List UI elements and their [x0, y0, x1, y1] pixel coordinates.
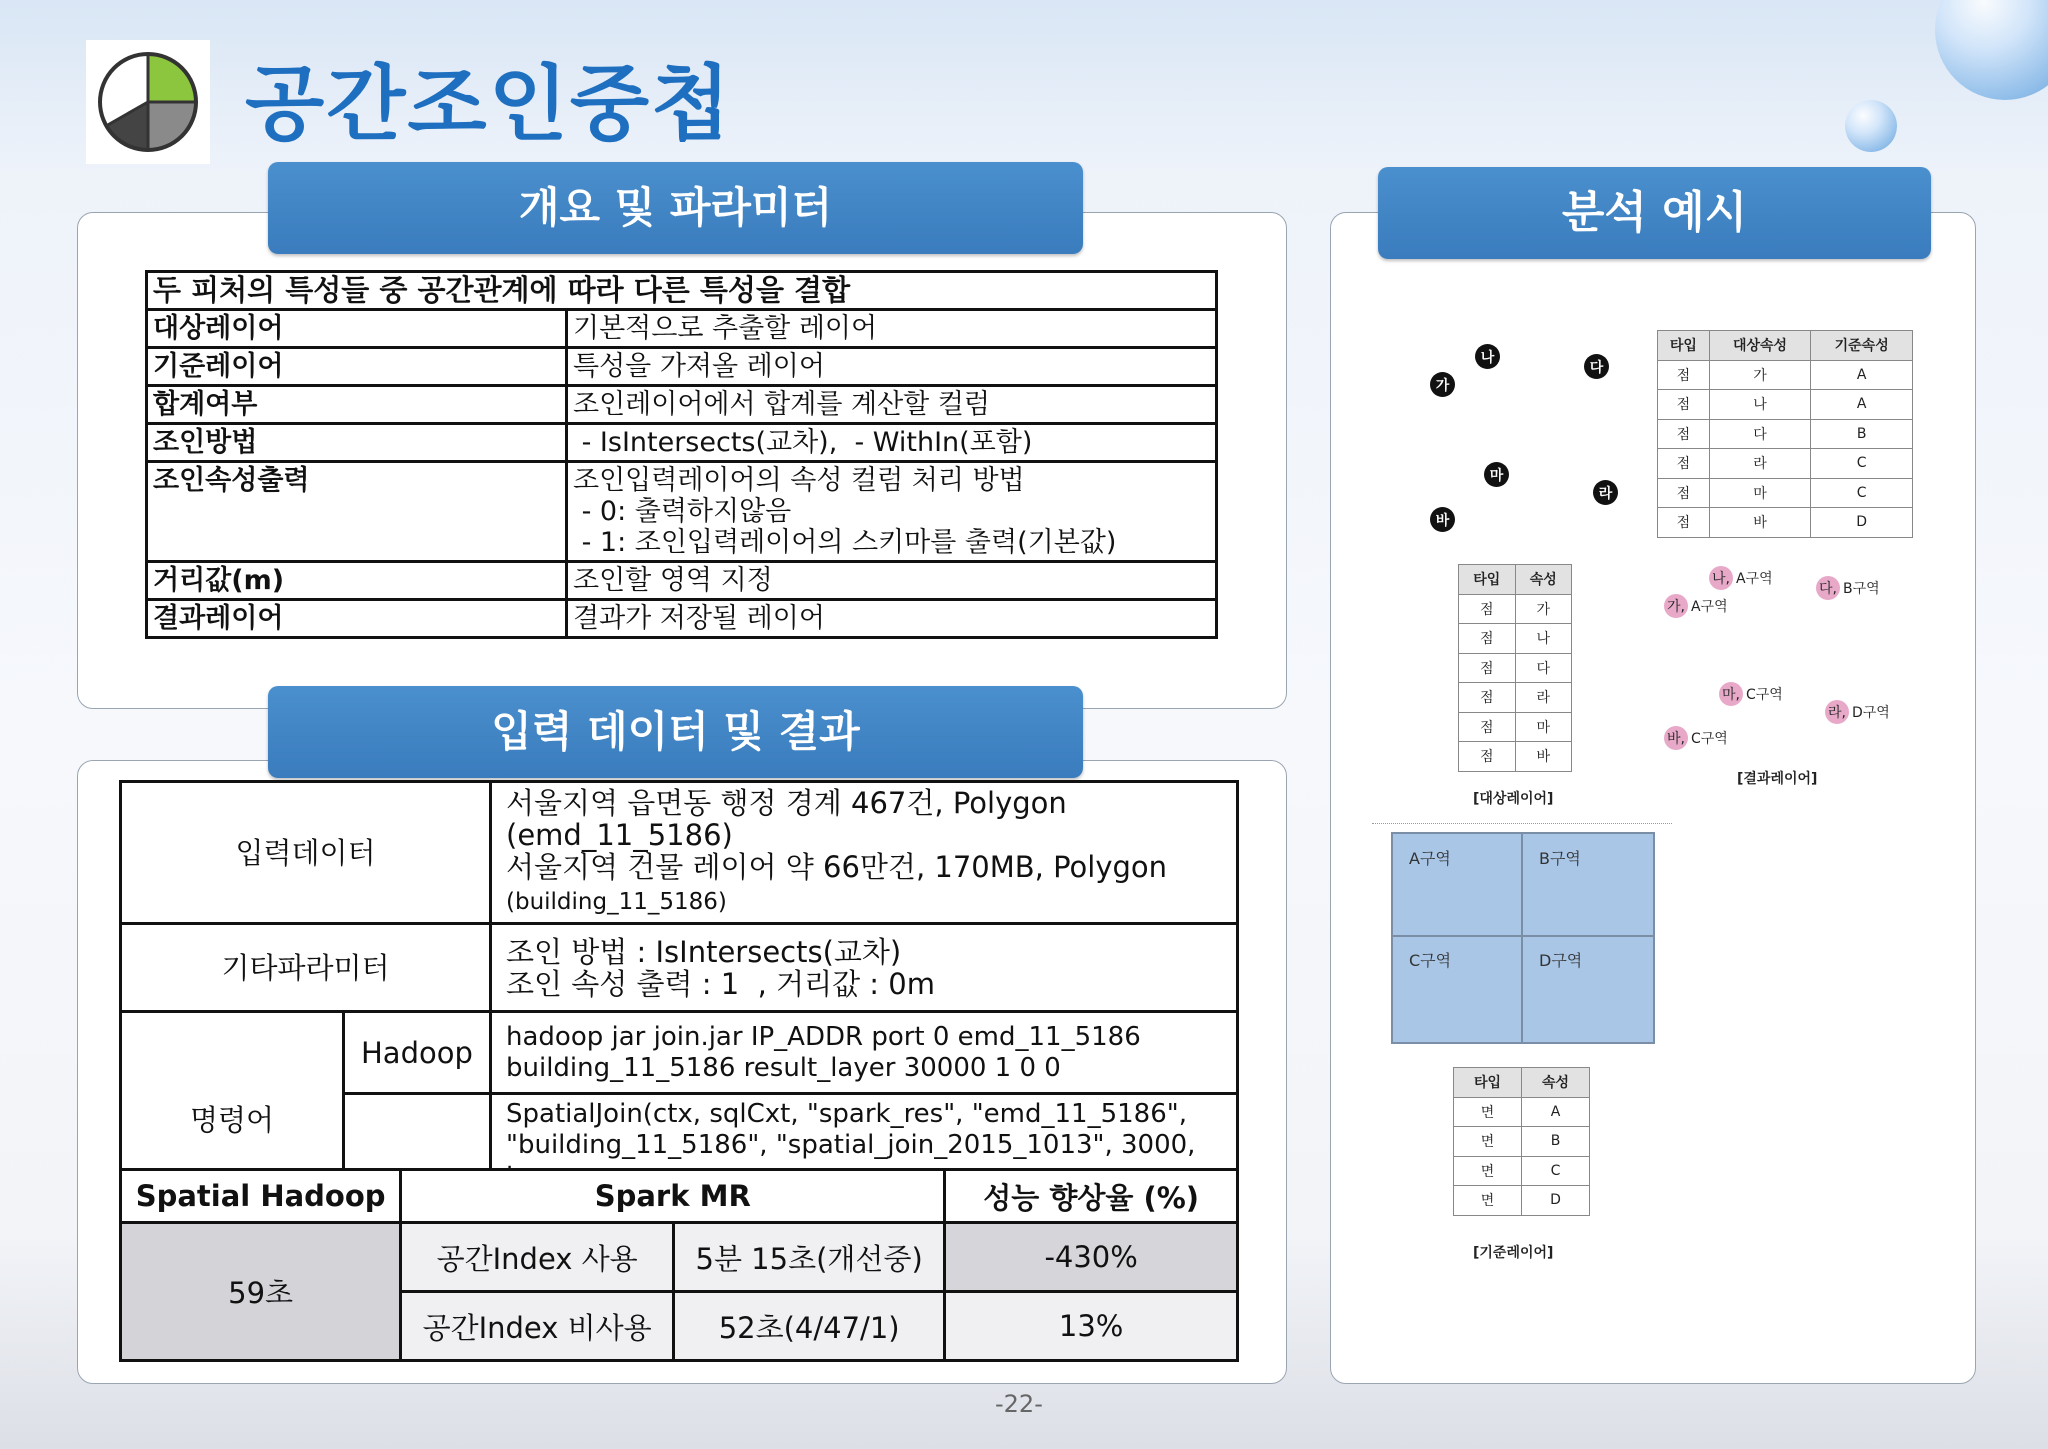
input-line-main: 서울지역 건물 레이어 약 66만건, 170MB, Polygon [506, 850, 1168, 884]
point-marker: 바 [1430, 507, 1455, 532]
cell: 가 [1515, 594, 1572, 624]
cell: 마 [1709, 478, 1811, 508]
param-value [491, 924, 1238, 1012]
point-marker: 가 [1430, 372, 1455, 397]
result-label [1825, 700, 1890, 724]
table-row [147, 386, 1217, 424]
cell: 다 [1709, 419, 1811, 449]
result-label [1709, 566, 1773, 590]
param-value: 조인할 영역 지정 [567, 562, 1217, 600]
table-row [1454, 1156, 1590, 1186]
hadoop-time: 59초 [121, 1223, 401, 1361]
table-row [121, 1012, 1238, 1094]
result-label [1664, 726, 1728, 750]
input-line [506, 851, 1222, 918]
param-value-line: - 0: 출력하지않음 [573, 496, 792, 527]
column-header: Spark MR [401, 1170, 945, 1223]
target-layer-caption: [대상레이어] [1473, 791, 1554, 807]
cell: 나 [1515, 624, 1572, 654]
param-value-line: 조인입력레이어의 속성 컬럼 처리 방법 [573, 465, 1025, 496]
cell: 나 [1709, 390, 1811, 420]
result-text: A구역 [1735, 571, 1773, 587]
table-row [1658, 360, 1913, 390]
improvement-rate: 13% [945, 1292, 1238, 1361]
table-row [1459, 742, 1572, 772]
result-attribute-table [1657, 330, 1913, 538]
result-bubble: 마, [1719, 682, 1743, 706]
input-line-small: (building_11_5186) [506, 889, 727, 915]
zone-label: C구역 [1409, 951, 1452, 970]
table-row [1658, 478, 1913, 508]
point-marker: 라 [1593, 480, 1618, 505]
table-row [121, 1223, 1238, 1292]
divider [1372, 823, 1672, 824]
cell: 가 [1709, 360, 1811, 390]
table-row [121, 924, 1238, 1012]
column-header: 타입 [1459, 565, 1516, 595]
base-layer-table [1453, 1067, 1590, 1216]
result-label [1719, 682, 1783, 706]
result-text: D구역 [1851, 705, 1890, 721]
param-label: 기타파라미터 [121, 924, 491, 1012]
column-header: 대상속성 [1709, 331, 1811, 361]
column-header: 타입 [1454, 1068, 1522, 1098]
table-row [1658, 449, 1913, 479]
hadoop-command [491, 1012, 1238, 1094]
param-key: 조인방법 [147, 424, 567, 462]
result-text: C구역 [1745, 687, 1783, 703]
cell: A [1811, 360, 1913, 390]
table-row [1459, 683, 1572, 713]
index-mode: 공간Index 비사용 [401, 1292, 674, 1361]
cell: 점 [1459, 712, 1516, 742]
column-header: 성능 향상율 (%) [945, 1170, 1238, 1223]
table-row [121, 782, 1238, 924]
zone-label: B구역 [1539, 849, 1581, 868]
cell: B [1811, 419, 1913, 449]
page-title: 공간조인중첩 [245, 57, 733, 152]
cell: 라 [1515, 683, 1572, 713]
spark-time: 5분 15초(개선중) [674, 1223, 945, 1292]
cell: 점 [1459, 624, 1516, 654]
result-layer-caption: [결과레이어] [1737, 771, 1818, 787]
cell: 면 [1454, 1156, 1522, 1186]
param-key: 기준레이어 [147, 348, 567, 386]
cell: 바 [1709, 508, 1811, 538]
result-bubble: 라, [1825, 700, 1849, 724]
result-bubble: 다, [1816, 576, 1840, 600]
result-text: B구역 [1842, 581, 1880, 597]
param-value: 특성을 가져올 레이어 [567, 348, 1217, 386]
example-tab: 분석 예시 [1378, 167, 1931, 259]
table-row [147, 424, 1217, 462]
result-label [1664, 594, 1728, 618]
cell: D [1811, 508, 1913, 538]
cell: A [1522, 1097, 1590, 1127]
param-value: 기본적으로 추출할 레이어 [567, 310, 1217, 348]
column-header: 기준속성 [1811, 331, 1913, 361]
logo [86, 40, 210, 164]
result-text: A구역 [1690, 599, 1728, 615]
command-label: 명령어 [121, 1012, 344, 1229]
cell: 바 [1515, 742, 1572, 772]
column-header: 타입 [1658, 331, 1710, 361]
cell: C [1522, 1156, 1590, 1186]
param-value [567, 462, 1217, 562]
index-mode: 공간Index 사용 [401, 1223, 674, 1292]
result-bubble: 바, [1664, 726, 1688, 750]
column-header: 속성 [1522, 1068, 1590, 1098]
param-line: 조인 속성 출력 : 1 , 거리값 : 0m [506, 966, 936, 1001]
param-key: 조인속성출력 [147, 462, 567, 562]
column-header: Spatial Hadoop [121, 1170, 401, 1223]
param-value: - IsIntersects(교차), - WithIn(포함) [567, 424, 1217, 462]
table-row [147, 600, 1217, 638]
table-row [1459, 712, 1572, 742]
command-line: SpatialJoin(ctx, sqlCxt, "spark_res", "emd_11_5186", [506, 1099, 1187, 1129]
table-row [1454, 1097, 1590, 1127]
param-value: 조인레이어에서 합계를 계산할 컬럼 [567, 386, 1217, 424]
zone-label: D구역 [1539, 951, 1583, 970]
param-key: 거리값(m) [147, 562, 567, 600]
result-bubble: 나, [1709, 566, 1733, 590]
cell: C [1811, 449, 1913, 479]
cell: 마 [1515, 712, 1572, 742]
hadoop-label: Hadoop [344, 1012, 491, 1094]
cell: 면 [1454, 1186, 1522, 1216]
overview-table [145, 270, 1218, 639]
cell: D [1522, 1186, 1590, 1216]
cell: 면 [1454, 1097, 1522, 1127]
param-value-line: - 1: 조인입력레이어의 스키마를 출력(기본값) [573, 527, 1117, 558]
table-row [1459, 565, 1572, 595]
target-layer-table [1458, 564, 1572, 772]
column-header: 속성 [1515, 565, 1572, 595]
cell: 점 [1459, 683, 1516, 713]
table-row [147, 348, 1217, 386]
table-row [1658, 508, 1913, 538]
table-row [1459, 624, 1572, 654]
cell: 점 [1658, 390, 1710, 420]
spark-time: 52초(4/47/1) [674, 1292, 945, 1361]
param-key: 결과레이어 [147, 600, 567, 638]
base-layer-caption: [기준레이어] [1473, 1245, 1554, 1261]
table-row [1454, 1127, 1590, 1157]
cell: C [1811, 478, 1913, 508]
param-key: 대상레이어 [147, 310, 567, 348]
input-tab: 입력 데이터 및 결과 [268, 686, 1083, 778]
table-row [121, 1170, 1238, 1223]
cell: 점 [1658, 478, 1710, 508]
table-row [1459, 653, 1572, 683]
result-bubble: 가, [1664, 594, 1688, 618]
overview-summary: 두 피처의 특성들 중 공간관계에 따라 다른 특성을 결합 [147, 272, 1217, 310]
water-drop-decoration [1935, 0, 2048, 100]
cell: 라 [1709, 449, 1811, 479]
pie-logo-icon [86, 40, 210, 164]
performance-table [119, 1168, 1239, 1362]
table-row [147, 310, 1217, 348]
zone-label: A구역 [1409, 849, 1451, 868]
table-row [147, 562, 1217, 600]
input-line: 서울지역 읍면동 행정 경계 467건, Polygon (emd_11_5186) [506, 786, 1067, 852]
table-row [147, 462, 1217, 562]
point-marker: 마 [1484, 462, 1509, 487]
cell: 점 [1459, 653, 1516, 683]
table-row [1454, 1186, 1590, 1216]
overview-tab: 개요 및 파라미터 [268, 162, 1083, 254]
cell: 점 [1658, 419, 1710, 449]
point-marker: 나 [1475, 344, 1500, 369]
input-data-label: 입력데이터 [121, 782, 491, 924]
cell: 점 [1459, 594, 1516, 624]
param-key: 합계여부 [147, 386, 567, 424]
cell: 점 [1658, 449, 1710, 479]
input-table [119, 780, 1239, 1230]
water-drop-decoration-small [1845, 100, 1897, 152]
command-line: "building_11_5186", "spatial_join_2015_1013", 3000, [506, 1130, 1196, 1160]
cell: 점 [1658, 360, 1710, 390]
table-row [1658, 419, 1913, 449]
param-line: 조인 방법 : IsIntersects(교차) [506, 934, 902, 969]
param-value: 결과가 저장될 레이어 [567, 600, 1217, 638]
cell: A [1811, 390, 1913, 420]
cell: B [1522, 1127, 1590, 1157]
page-number: -22- [995, 1390, 1043, 1418]
table-row [1454, 1068, 1590, 1098]
command-line: hadoop jar join.jar IP_ADDR port 0 emd_11_5186 [506, 1021, 1141, 1052]
improvement-rate: -430% [945, 1223, 1238, 1292]
cell: 점 [1658, 508, 1710, 538]
result-text: C구역 [1690, 731, 1728, 747]
command-line: building_11_5186 result_layer 30000 1 0 0 [506, 1052, 1061, 1083]
result-label [1816, 576, 1880, 600]
table-row [1658, 390, 1913, 420]
table-row [1459, 594, 1572, 624]
cell: 점 [1459, 742, 1516, 772]
table-row [1658, 331, 1913, 361]
cell: 면 [1454, 1127, 1522, 1157]
point-marker: 다 [1584, 354, 1609, 379]
input-data-value [491, 782, 1238, 924]
zone-grid [1391, 832, 1655, 1044]
cell: 다 [1515, 653, 1572, 683]
